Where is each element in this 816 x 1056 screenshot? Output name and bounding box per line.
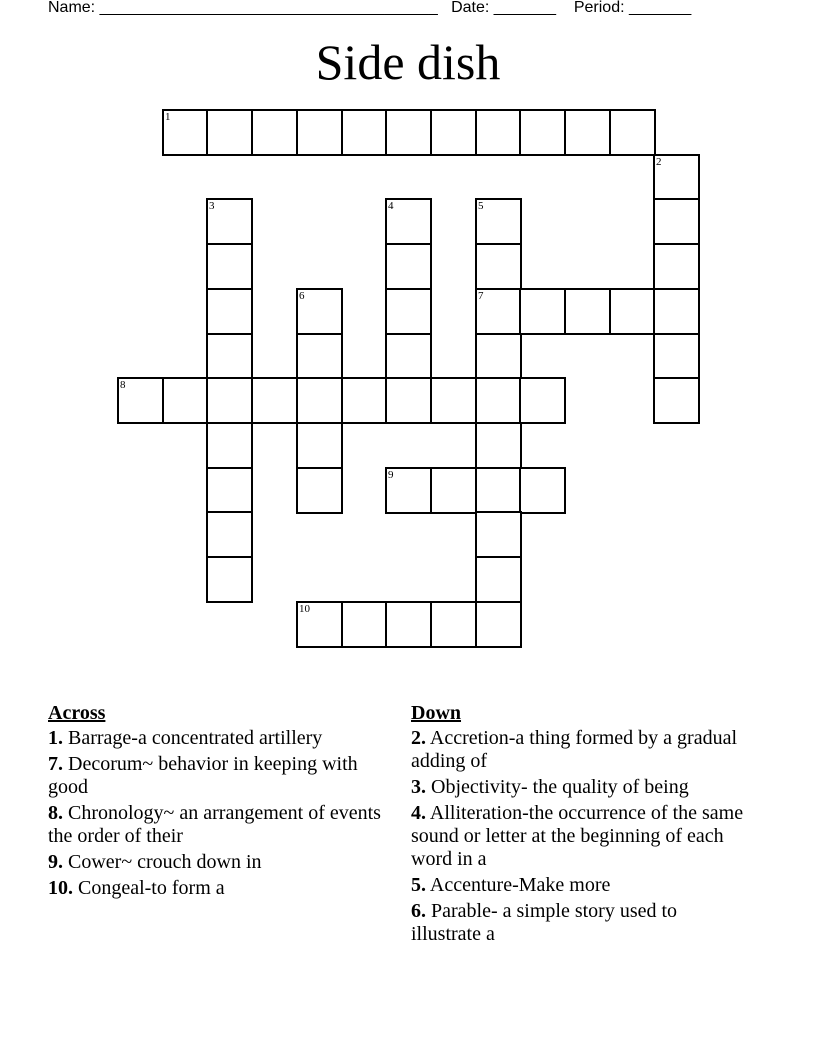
crossword-cell[interactable] [206,556,253,603]
crossword-cell[interactable] [296,467,343,514]
crossword-cell[interactable] [251,109,298,156]
crossword-cell[interactable] [653,333,700,380]
crossword-cell[interactable] [475,422,522,469]
down-clue [411,727,751,773]
crossword-cell[interactable] [653,198,700,245]
crossword-cell[interactable] [475,109,522,156]
crossword-cell[interactable] [341,377,388,424]
crossword-cell[interactable] [564,109,611,156]
crossword-cell[interactable] [206,422,253,469]
crossword-cell[interactable] [206,467,253,514]
clue-text: Barrage-a concentrated artillery [68,727,323,749]
crossword-cell[interactable] [385,243,432,290]
crossword-cell[interactable] [296,109,343,156]
crossword-cell[interactable] [251,377,298,424]
crossword-cell[interactable] [206,377,253,424]
cell-number: 1 [165,111,171,123]
down-clue [411,776,751,799]
clue-text: Alliteration-the occurrence of the same sound or letter at the beginning of each word in a [411,802,744,870]
crossword-cell[interactable] [475,601,522,648]
cell-number: 9 [388,469,394,481]
clue-number: 1. [48,727,63,749]
crossword-cell[interactable] [206,288,253,335]
across-clues [48,702,388,903]
crossword-cell[interactable] [653,154,700,201]
crossword-cell[interactable] [206,198,253,245]
across-clue [48,753,388,799]
crossword-cell[interactable] [206,109,253,156]
crossword-cell[interactable] [475,511,522,558]
crossword-cell[interactable] [206,333,253,380]
crossword-cell[interactable] [519,467,566,514]
date-label: Date: [451,0,490,16]
puzzle-title: Side dish [315,34,501,90]
crossword-cell[interactable] [475,198,522,245]
crossword-cell[interactable] [475,377,522,424]
cell-number: 10 [299,603,310,615]
clue-text: Decorum~ behavior in keeping with good [48,753,358,798]
clue-number: 5. [411,874,426,896]
crossword-cell[interactable] [475,333,522,380]
across-clue [48,851,388,874]
name-label: Name: [48,0,96,16]
crossword-cell[interactable] [296,377,343,424]
crossword-cell[interactable] [385,198,432,245]
crossword-cell[interactable] [653,377,700,424]
crossword-cell[interactable] [564,288,611,335]
cell-number: 3 [209,200,215,212]
name-blank[interactable]: ______________________________________ [99,0,438,16]
crossword-cell[interactable] [206,243,253,290]
cell-number: 4 [388,200,394,212]
across-clue [48,802,388,848]
crossword-cell[interactable] [430,467,477,514]
crossword-cell[interactable] [430,601,477,648]
crossword-cell[interactable] [519,377,566,424]
crossword-cell[interactable] [653,243,700,290]
crossword-cell[interactable] [519,109,566,156]
crossword-cell[interactable] [296,422,343,469]
clue-number: 7. [48,753,63,775]
cell-number: 8 [120,379,126,391]
clue-number: 9. [48,851,63,873]
clue-text: Chronology~ an arrangement of events the order of their [48,802,381,847]
clue-number: 3. [411,776,426,798]
clue-text: Objectivity- the quality of being [431,776,689,798]
crossword-cell[interactable] [519,288,566,335]
crossword-cell[interactable] [430,109,477,156]
crossword-cell[interactable] [430,377,477,424]
clue-text: Congeal-to form a [78,877,225,899]
crossword-cell[interactable] [385,333,432,380]
cell-number: 5 [478,200,484,212]
down-clue [411,900,751,946]
crossword-cell[interactable] [296,288,343,335]
crossword-cell[interactable] [475,556,522,603]
crossword-cell[interactable] [609,288,656,335]
across-clue [48,727,388,750]
crossword-cell[interactable] [475,288,522,335]
crossword-cell[interactable] [117,377,164,424]
cell-number: 6 [299,290,305,302]
clue-number: 10. [48,877,73,899]
cell-number: 7 [478,290,484,302]
crossword-cell[interactable] [385,109,432,156]
crossword-cell[interactable] [206,511,253,558]
clue-number: 4. [411,802,426,824]
down-clues [411,702,751,949]
crossword-cell[interactable] [475,467,522,514]
crossword-cell[interactable] [162,109,209,156]
down-clue [411,874,751,897]
crossword-cell[interactable] [385,377,432,424]
clue-text: Parable- a simple story used to illustrate a [411,900,678,945]
period-blank[interactable]: _______ [629,0,692,16]
date-blank[interactable]: _______ [493,0,557,16]
crossword-cell[interactable] [385,467,432,514]
clue-text: Cower~ crouch down in [68,851,262,873]
crossword-cell[interactable] [341,109,388,156]
clue-number: 2. [411,727,426,749]
crossword-cell[interactable] [296,601,343,648]
crossword-cell[interactable] [162,377,209,424]
crossword-cell[interactable] [385,601,432,648]
period-label: Period: [573,0,625,16]
down-clue [411,802,751,871]
crossword-cell[interactable] [385,288,432,335]
across-heading: Across [48,702,106,724]
crossword-cell[interactable] [609,109,656,156]
crossword-cell[interactable] [296,333,343,380]
clue-text: Accenture-Make more [429,874,611,896]
across-clue [48,877,388,900]
crossword-cell[interactable] [475,243,522,290]
crossword-cell[interactable] [653,288,700,335]
clue-number: 8. [48,802,63,824]
crossword-cell[interactable] [341,601,388,648]
down-heading: Down [411,702,462,724]
clue-number: 6. [411,900,426,922]
clue-text: Accretion-a thing formed by a gradual adding of [411,727,738,772]
cell-number: 2 [656,156,662,168]
